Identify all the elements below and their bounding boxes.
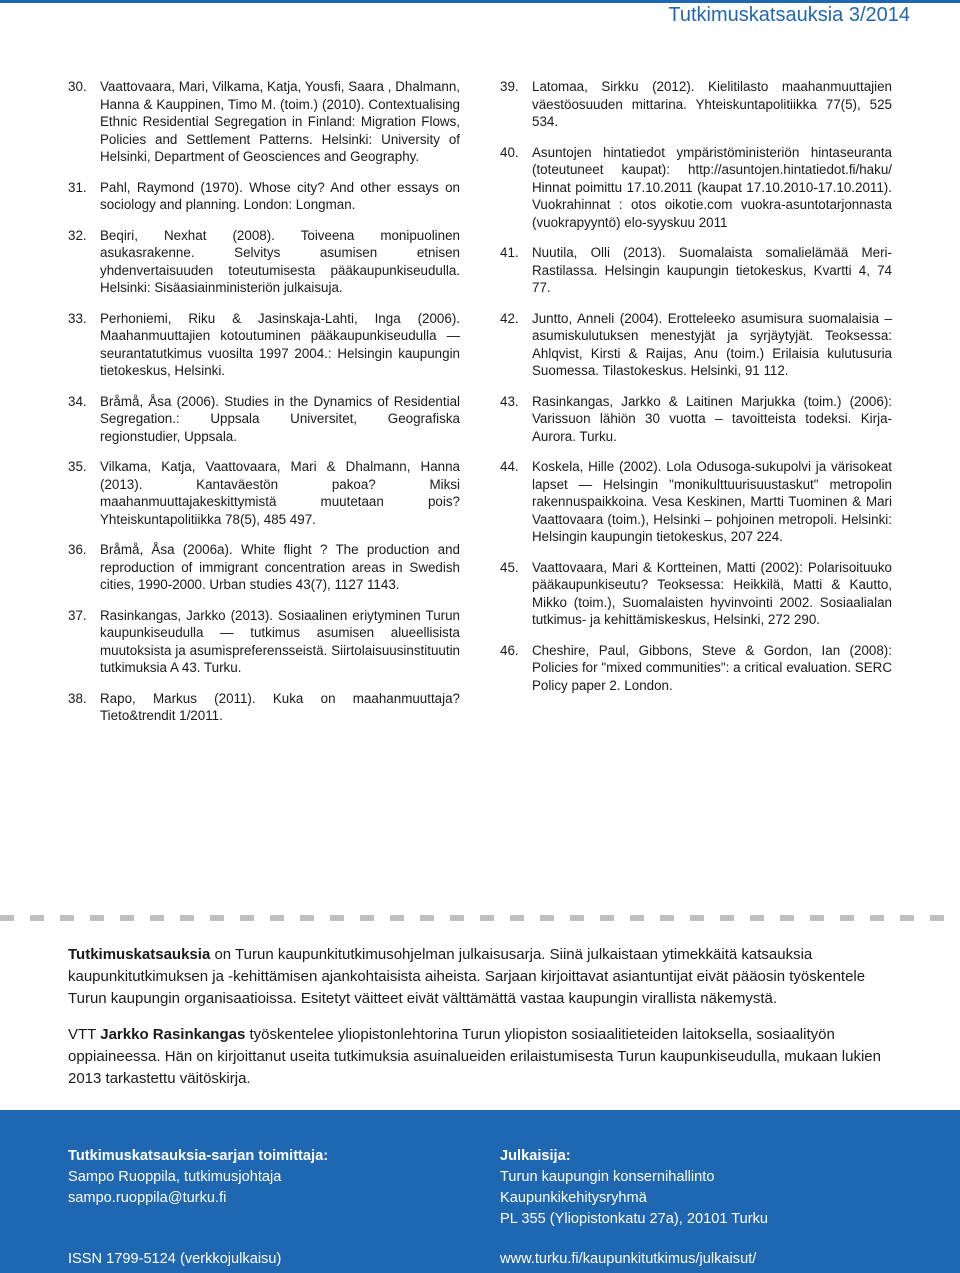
reference-number: 34.: [68, 393, 87, 409]
editor-block: [68, 1146, 328, 1209]
reference-item: [500, 144, 892, 232]
reference-item: [500, 642, 892, 695]
reference-item: [68, 227, 460, 297]
reference-item: [68, 458, 460, 528]
reference-item: [500, 393, 892, 446]
series-description-text: on Turun kaupunkitutkimusohjelman julkaisusarja. Siinä julkaistaan ytimekkäitä katsauksia kaupunkitutkimuksen ja -kehittämisen ajankohtaisista aiheista. Sarjaan kirjoittavat asiantuntijat eivät pääosin työskentele Turun kaupungin organisaatioissa. Esitetyt väitteet eivät välttämättä vastaa kaupungin virallista näkemystä.: [68, 946, 866, 1007]
reference-number: 42.: [500, 310, 519, 326]
dashed-divider: [0, 915, 960, 921]
reference-number: 45.: [500, 559, 519, 575]
reference-text: Latomaa, Sirkku (2012). Kielitilasto maahanmuuttajien väestöosuuden mittarina. Yhteiskuntapolitiikka 77(5), 525 534.: [532, 79, 892, 129]
references-left-column: [68, 78, 460, 738]
header-rule: [0, 0, 960, 3]
reference-number: 41.: [500, 245, 519, 260]
author-description: [68, 1024, 894, 1090]
reference-item: [68, 310, 460, 380]
author-title: VTT: [68, 1026, 101, 1043]
reference-number: 30.: [68, 79, 87, 94]
reference-text: Rasinkangas, Jarkko & Laitinen Marjukka (toim.) (2006): Varissuon lähiön 30 vuotta – tavoitteista todeksi. Kirja-Aurora. Turku.: [532, 393, 892, 444]
reference-number: 46.: [500, 642, 519, 658]
author-description-text: työskentelee yliopistonlehtorina Turun yliopiston sosiaalitieteiden laitoksella, sosiaalityön oppiaineessa. Hän on kirjoittanut useita tutkimuksia asuinalueiden erilaistumisesta Turun kaupunkiseudulla, mukaan lukien 2013 tarkastettu väitöskirja.: [68, 1026, 881, 1087]
reference-number: 31.: [68, 179, 87, 195]
series-title: Tutkimuskatsauksia 3/2014: [668, 4, 910, 26]
reference-item: [500, 310, 892, 380]
reference-text: Pahl, Raymond (1970). Whose city? And other essays on sociology and planning. London: Longman.: [100, 179, 460, 212]
editor-email[interactable]: sampo.ruoppila@turku.fi: [68, 1190, 227, 1206]
editor-name: Sampo Ruoppila, tutkimusjohtaja: [68, 1169, 282, 1185]
reference-item: [68, 541, 460, 594]
publisher-heading: Julkaisija:: [500, 1148, 571, 1164]
reference-text: Vilkama, Katja, Vaattovaara, Mari & Dhalmann, Hanna (2013). Kantaväestön pakoa? Miksi maahanmuuttajakeskittymistä muutetaan pois? Yhteiskuntapolitiikka 78(5), 485 497.: [100, 459, 460, 527]
series-description: [68, 944, 894, 1010]
reference-number: 39.: [500, 79, 519, 94]
publisher-line: Kaupunkikehitysryhmä: [500, 1190, 647, 1206]
reference-item: [68, 690, 460, 725]
reference-number: 35.: [68, 459, 87, 474]
publications-url[interactable]: www.turku.fi/kaupunkitutkimus/julkaisut/: [500, 1251, 757, 1267]
publisher-block: [500, 1146, 768, 1230]
issn: ISSN 1799-5124 (verkkojulkaisu): [68, 1251, 282, 1267]
about-section: [68, 944, 894, 1104]
reference-item: [68, 607, 460, 677]
publisher-line: Turun kaupungin konsernihallinto: [500, 1169, 715, 1185]
reference-number: 40.: [500, 144, 519, 160]
reference-text: Koskela, Hille (2002). Lola Odusoga-sukupolvi ja värisokeat lapset — Helsingin "monikulttuurisuustaskut" metropolin rakennuspaikkoina. Vesa Keskinen, Martti Tuominen & Mari Vaattovaara (toim.), Helsinki – pohjoinen metropoli. Helsinki: Helsingin kaupungin tietokeskus, 207 224.: [532, 459, 892, 544]
reference-text: Rasinkangas, Jarkko (2013). Sosiaalinen eriytyminen Turun kaupunkiseudulla — tutkimus asumisen alueellisista muutoksista ja asumispreferensseistä. Siirtolaisuusinstituutin tutkimuksia A 43. Turku.: [100, 607, 460, 675]
publisher-line: PL 355 (Yliopistonkatu 27a), 20101 Turku: [500, 1211, 768, 1227]
reference-item: [500, 78, 892, 131]
reference-text: Vaattovaara, Mari, Vilkama, Katja, Yousfi, Saara , Dhalmann, Hanna & Kauppinen, Timo M. (toim.) (2010). Contextualising Ethnic Residential Segregation in Finland: Migration Flows, Policies and Settlement Patterns. Helsinki: University of Helsinki, Department of Geosciences and Geography.: [100, 79, 460, 164]
references-right-column: [500, 78, 892, 707]
reference-text: Nuutila, Olli (2013). Suomalaista somalielämää Meri-Rastilassa. Helsingin kaupungin tietokeskus, Kvartti 4, 74 77.: [532, 245, 892, 295]
reference-text: Juntto, Anneli (2004). Erotteleeko asumisura suomalaisia – asumiskulutuksen menestyjät ja syrjäytyjät. Teoksessa: Ahlqvist, Kirsti & Raijas, Anu (toim.) Erilaisia kulutusuria Suomessa. Tilastokeskus. Helsinki, 91 112.: [532, 310, 892, 378]
reference-item: [68, 393, 460, 446]
reference-number: 32.: [68, 227, 87, 243]
author-name: Jarkko Rasinkangas: [100, 1026, 246, 1043]
reference-text: Asuntojen hintatiedot ympäristöministeriön hintaseuranta (toteutuneet kaupat): http://asuntojen.hintatiedot.fi/haku/ Hinnat poimittu 17.10.2011 (kaupat 17.10.2010-17.10.2011). Vuokrahinnat : otos oikotie.com vuokra-asuntotarjonnasta (vuokrapyyntö) elo-syyskuu 2011: [532, 144, 892, 230]
reference-text: Beqiri, Nexhat (2008). Toiveena monipuolinen asukasrakenne. Selvitys asumisen etnisen yhdenvertaisuuden toteutumisesta pääkaupunkiseudulla. Helsinki: Sisäasiainministeriön julkaisuja.: [100, 227, 460, 295]
reference-number: 36.: [68, 542, 87, 557]
reference-number: 44.: [500, 459, 519, 474]
reference-item: [68, 78, 460, 166]
reference-item: [500, 244, 892, 297]
reference-number: 38.: [68, 690, 87, 706]
reference-item: [68, 179, 460, 214]
reference-text: Rapo, Markus (2011). Kuka on maahanmuuttaja? Tieto&trendit 1/2011.: [100, 690, 460, 723]
editor-heading: Tutkimuskatsauksia-sarjan toimittaja:: [68, 1148, 329, 1164]
reference-item: [500, 458, 892, 546]
reference-text: Vaattovaara, Mari & Kortteinen, Matti (2002): Polarisoituuko pääkaupunkiseutu? Teoksessa: Heikkilä, Matti & Kautto, Mikko (toim.), Suomalaisten hyvinvointi 2002. Sosiaalialan tutkimus- ja kehittämiskeskus, Helsinki, 272 290.: [532, 559, 892, 627]
footer-band: [0, 1110, 960, 1273]
series-name: Tutkimuskatsauksia: [68, 946, 211, 963]
reference-number: 37.: [68, 607, 87, 623]
reference-text: Bråmå, Åsa (2006). Studies in the Dynamics of Residential Segregation.: Uppsala Universitet, Geografiska regionstudier, Uppsala.: [100, 393, 460, 444]
reference-number: 43.: [500, 393, 519, 409]
reference-text: Cheshire, Paul, Gibbons, Steve & Gordon, Ian (2008): Policies for "mixed communities": a critical evaluation. SERC Policy paper 2. London.: [532, 642, 892, 693]
reference-text: Bråmå, Åsa (2006a). White flight ? The production and reproduction of immigrant concentration areas in Swedish cities, 1990-2000. Urban studies 43(7), 1127 1143.: [100, 542, 460, 592]
reference-item: [500, 559, 892, 629]
reference-text: Perhoniemi, Riku & Jasinskaja-Lahti, Inga (2006). Maahanmuuttajien kotoutuminen pääkaupunkiseudulla — seurantatutkimus vuosilta 1997 2004.: Helsingin kaupungin tietokeskus, Helsinki.: [100, 310, 460, 378]
reference-number: 33.: [68, 310, 87, 326]
